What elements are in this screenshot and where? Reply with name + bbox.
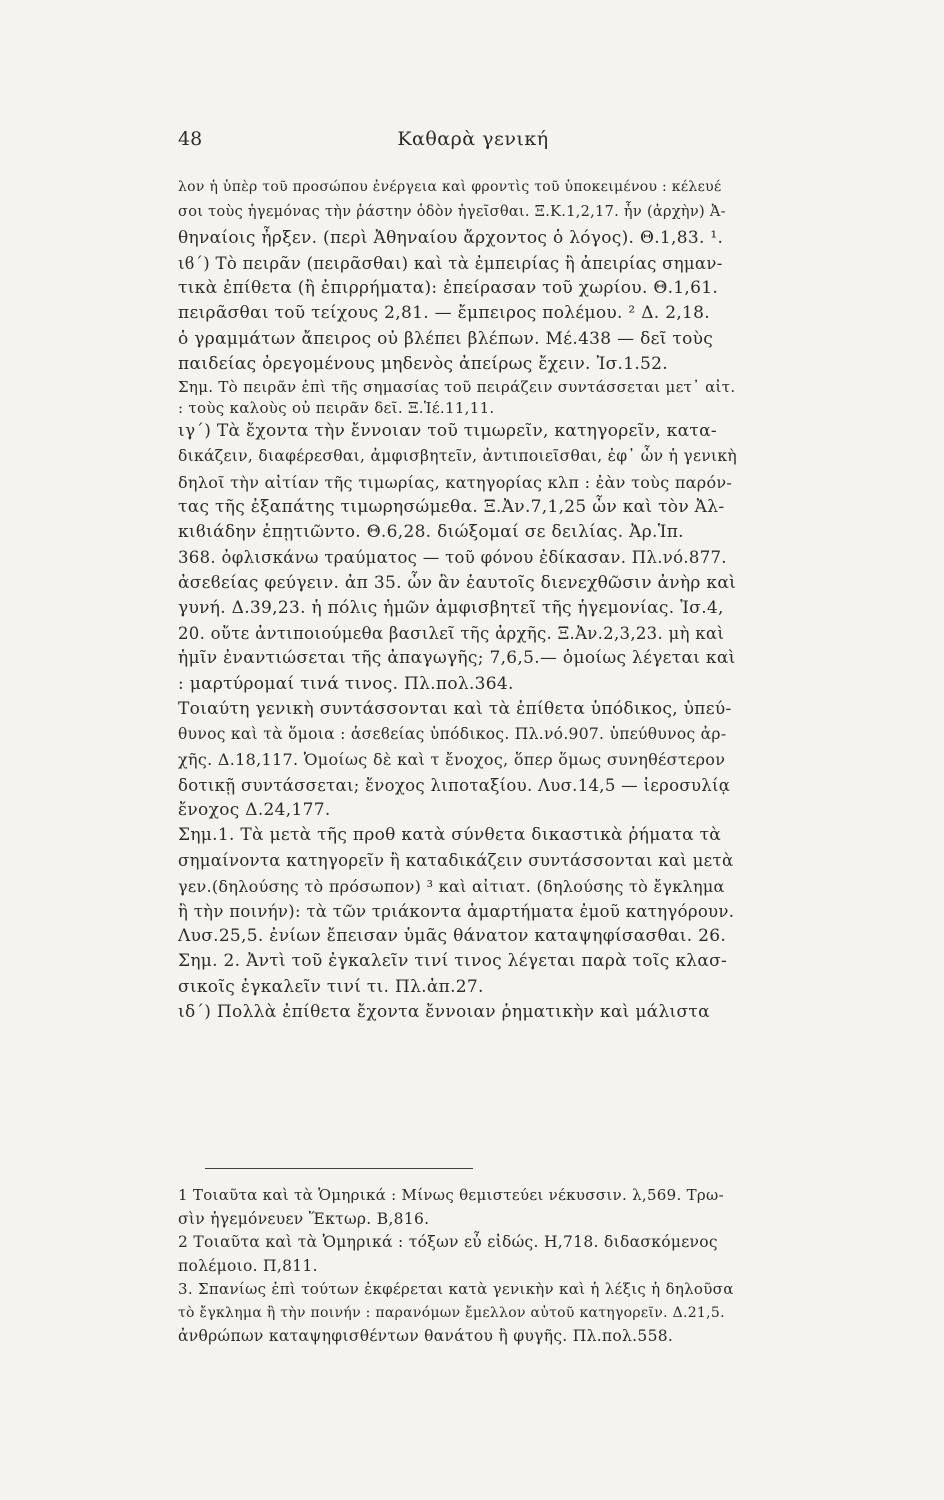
text-line: κιϐιάδην ἐπῃτιῶντο. Θ.6,28. διώξομαί σε δειλίας. Ἀρ.Ἱπ.	[178, 522, 684, 542]
text-line: χῆς. Δ.18,117. Ὁμοίως δὲ καὶ τ ἔνοχος, ὅπερ ὅμως συνηθέστερον	[178, 750, 726, 770]
text-line: γυνή. Δ.39,23. ἡ πόλις ἡμῶν ἀμφισβητεῖ τῆς ἡγεμονίας. Ἰσ.4,	[178, 597, 724, 618]
footnote-line: ἀνθρώπων καταψηφισθέντων θανάτου ἢ φυγῆς. Πλ.πολ.558.	[178, 1327, 674, 1345]
text-line: σοι τοὺς ἡγεμόνας τὴν ῥάστην ὁδὸν ἡγεῖσθαι. Ξ.Κ.1,2,17. ἧν (ἀρχὴν) Ἀ-	[178, 204, 726, 221]
text-line: δικάζειν, διαφέρεσθαι, ἀμφισβητεῖν, ἀντιποιεῖσθαι, ἐφ᾽ ὧν ἡ γενικὴ	[178, 447, 737, 466]
footnote-line: πολέμοιο. Π,811.	[178, 1256, 318, 1275]
text-line: Λυσ.25,5. ἐνίων ἔπεισαν ὑμᾶς θάνατον καταψηφίσασθαι. 26.	[178, 926, 727, 946]
text-line: ὁ γραμμάτων ἄπειρος οὐ βλέπει βλέπων. Μέ.438 — δεῖ τοὺς	[178, 328, 714, 349]
text-line: ἢ τὴν ποινήν): τὰ τῶν τριάκοντα ἁμαρτήματα ἐμοῦ κατηγόρουν.	[178, 901, 735, 921]
footnote-line: 2 Τοιαῦτα καὶ τὰ Ὁμηρικά : τόξων εὖ εἰδώς. Η,718. διδασκόμενος	[178, 1233, 718, 1251]
text-line: ιδ΄) Πολλὰ ἐπίθετα ἔχοντα ἔννοιαν ῥηματικὴν καὶ μάλιστα	[178, 1001, 710, 1022]
text-line: 368. ὀφλισκάνω τραύματος — τοῦ φόνου ἐδίκασαν. Πλ.νό.877.	[178, 548, 727, 568]
text-line: δηλοῖ τὴν αἰτίαν τῆς τιμωρίας, κατηγορίας κλπ : ἐὰν τοὺς παρόν-	[178, 472, 733, 492]
text-line: Σημ. Τὸ πειρᾶν ἐπὶ τῆς σημασίας τοῦ πειράζειν συντάσσεται μετ᾽ αἰτ.	[178, 378, 736, 396]
text-line: τικὰ ἐπίθετα (ἢ ἐπιρρήματα): ἐπείρασαν τοῦ χωρίου. Θ.1,61.	[178, 278, 719, 298]
text-line: δοτικῇ συντάσσεται; ἔνοχος λιποταξίου. Λυσ.14,5 — ἱεροσυλίᾳ	[178, 775, 731, 795]
text-line: θυνος καὶ τὰ ὅμοια : ἀσεϐείας ὑπόδικος. Πλ.νό.907. ὑπεύθυνος ἀρ-	[178, 725, 727, 743]
text-line: : μαρτύρομαί τινά τινος. Πλ.πολ.364.	[178, 673, 514, 694]
footnote-line: τὸ ἔγκλημα ἢ τὴν ποινήν : παρανόμων ἔμελλον αὐτοῦ κατηγορεῖν. Δ.21,5.	[178, 1304, 725, 1321]
footnote-line: 1 Τοιαῦτα καὶ τὰ Ὁμηρικά : Μίνως θεμιστεύει νέκυσσιν. λ,569. Τρω-	[178, 1186, 724, 1204]
text-line: παιδείας ὀρεγομένους μηδενὸς ἀπείρως ἔχειν. Ἰσ.1.52.	[178, 353, 668, 374]
text-line: 20. οὔτε ἀντιποιούμεθα βασιλεῖ τῆς ἀρχῆς. Ξ.Ἀν.2,3,23. μὴ καὶ	[178, 624, 725, 643]
text-line: ἔνοχος Δ.24,177.	[178, 799, 331, 820]
footnote-separator	[205, 1168, 473, 1169]
text-line: Σημ. 2. Ἀντὶ τοῦ ἐγκαλεῖν τινί τινος λέγεται παρὰ τοῖς κλασ-	[178, 951, 728, 972]
footnote-line: 3. Σπανίως ἐπὶ τούτων ἐκφέρεται κατὰ γενικὴν καὶ ἡ λέξις ἡ δηλοῦσα	[178, 1280, 734, 1298]
text-line: Σημ.1. Τὰ μετὰ τῆς προθ κατὰ σύνθετα δικαστικὰ ῥήματα τὰ	[178, 825, 722, 845]
text-line: ἡμῖν ἐναντιώσεται τῆς ἀπαγωγῆς; 7,6,5.— ὁμοίως λέγεται καὶ	[178, 648, 736, 669]
text-line: Τοιαύτη γενικὴ συντάσσονται καὶ τὰ ἐπίθετα ὑπόδικος, ὑπεύ-	[178, 698, 732, 719]
text-line: : τοὺς καλοὺς οὐ πειρᾶν δεῖ. Ξ.Ἱέ.11,11.	[178, 399, 495, 417]
text-line: πειρᾶσθαι τοῦ τείχους 2,81. — ἔμπειρος πολέμου. ² Δ. 2,18.	[178, 303, 710, 324]
text-line: ιϐ΄) Τὸ πειρᾶν (πειρᾶσθαι) καὶ τὰ ἐμπειρίας ἢ ἀπειρίας σημαν-	[178, 253, 723, 273]
footnotes	[178, 1184, 738, 1349]
text-line: ἀσεϐείας φεύγειν. ἀπ 35. ὧν ἂν ἑαυτοῖς διενεχθῶσιν ἀνὴρ καὶ	[178, 572, 737, 593]
footnote-line: σὶν ἡγεμόνευεν Ἕκτωρ. Β,816.	[178, 1209, 430, 1228]
text-line: τας τῆς ἐξαπάτης τιμωρησώμεθα. Ξ.Ἀν.7,1,25 ὧν καὶ τὸν Ἀλ-	[178, 496, 725, 517]
main-text	[178, 175, 738, 1025]
text-line: σικοῖς ἐγκαλεῖν τινί τι. Πλ.ἀπ.27.	[178, 976, 484, 997]
page-header	[178, 128, 768, 158]
text-line: γεν.(δηλούσης τὸ πρόσωπον) ³ καὶ αἰτιατ. (δηλούσης τὸ ἔγκλημα	[178, 876, 725, 896]
text-line: ιγ΄) Τὰ ἔχοντα τὴν ἔννοιαν τοῦ τιμωρεῖν, κατηγορεῖν, κατα-	[178, 421, 717, 441]
text-line: σημαίνοντα κατηγορεῖν ἢ καταδικάζειν συντάσσονται καὶ μετὰ	[178, 851, 734, 871]
text-line: λον ἡ ὑπὲρ τοῦ προσώπου ἐνέργεια καὶ φροντὶς τοῦ ὑποκειμένου : κέλευέ	[178, 179, 722, 195]
page-number: 48	[178, 128, 203, 150]
text-line: θηναίοις ἦρξεν. (περὶ Ἀθηναίου ἄρχοντος ὁ λόγος). Θ.1,83. ¹.	[178, 227, 724, 248]
running-head: Καθαρὰ γενική	[397, 128, 549, 150]
